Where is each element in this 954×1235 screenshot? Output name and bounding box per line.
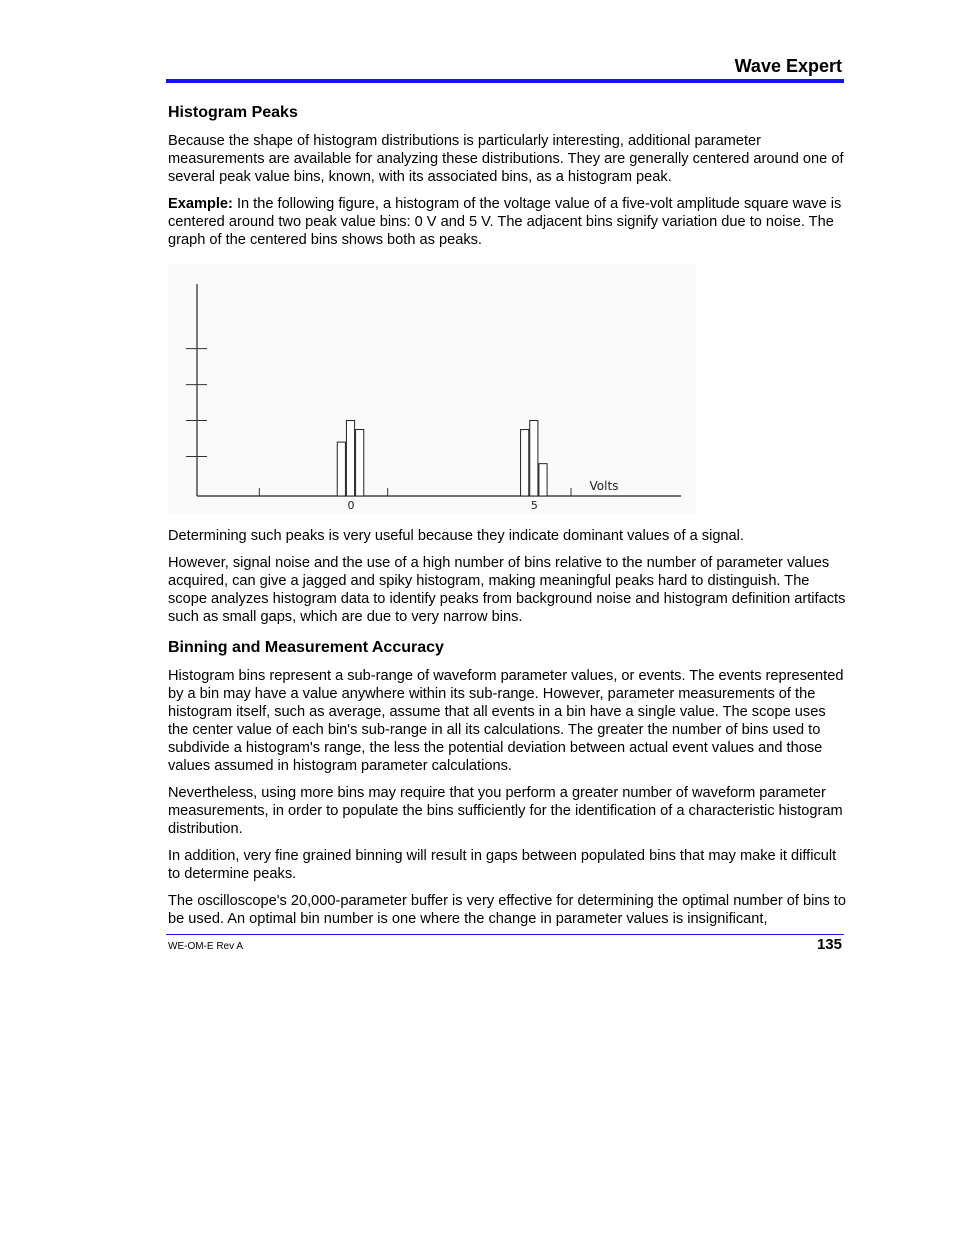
footer-page-number: 135 [816, 936, 842, 953]
footer-rule [166, 934, 844, 935]
paragraph-intro: Because the shape of histogram distributions is particularly interesting, additional parameter measurements are available for analyzing these distributions. They are generally centered around one of several peak value bins, known, with its associated bins, as a histogram peak. [168, 133, 844, 185]
histogram-bar [346, 421, 354, 496]
example-text: In the following figure, a histogram of the voltage value of a five-volt amplitude square wave is centered around two peak value bins: 0 V and 5 V. The adjacent bins signify variation due to noise. The graph of the centered bins shows both as peaks. [168, 196, 842, 248]
paragraph-noise: However, signal noise and the use of a high number of bins relative to the number of parameter values acquired, can give a jagged and spiky histogram, making meaningful peaks hard to distinguish. The scope analyzes histogram data to identify peaks from background noise and histogram definition artifacts such as small gaps, which are due to very narrow bins. [168, 555, 846, 625]
paragraph-example [168, 195, 846, 249]
histogram-bar [337, 442, 345, 496]
section-heading-histogram-peaks: Histogram Peaks [168, 104, 298, 121]
histogram-bar [530, 421, 538, 496]
chart-background [168, 264, 696, 514]
header-rule [166, 79, 844, 83]
histogram-chart [168, 264, 696, 514]
histogram-bar [521, 430, 529, 496]
paragraph-buffer: The oscilloscope's 20,000-parameter buffer is very effective for determining the optimal number of bins to be used. An optimal bin number is one where the change in parameter values is insignificant, [168, 893, 846, 927]
paragraph-fine-binning: In addition, very fine grained binning will result in gaps between populated bins that may make it difficult to determine peaks. [168, 848, 837, 882]
paragraph-nevertheless: Nevertheless, using more bins may require that you perform a greater number of waveform parameter measurements, in order to populate the bins sufficiently for the identification of a characteristic histogram distribution. [168, 785, 843, 837]
histogram-bar [539, 464, 547, 496]
paragraph-peaks-useful: Determining such peaks is very useful because they indicate dominant values of a signal. [168, 528, 744, 544]
paragraph-bins-represent: Histogram bins represent a sub-range of waveform parameter values, or events. The events represented by a bin may have a value anywhere within its sub-range. However, parameter measurements of the histogram itself, such as average, assume that all events in a bin have a single value. The scope uses the center value of each bin's sub-range in all its calculations. The greater the number of bins used to subdivide a histogram's range, the less the potential deviation between actual event values and those values assumed in histogram parameter calculations. [168, 668, 844, 774]
example-label: Example: [168, 196, 233, 212]
x-axis-label: Volts [589, 479, 619, 493]
page-content [168, 103, 846, 937]
section-heading-binning: Binning and Measurement Accuracy [168, 639, 444, 656]
histogram-bar [356, 430, 364, 496]
running-header-title: Wave Expert [734, 56, 842, 76]
x-tick-label: 5 [530, 499, 538, 512]
x-tick-label: 0 [347, 499, 355, 512]
histogram-figure [168, 264, 696, 514]
footer-doc-code: WE-OM-E Rev A [168, 941, 244, 952]
